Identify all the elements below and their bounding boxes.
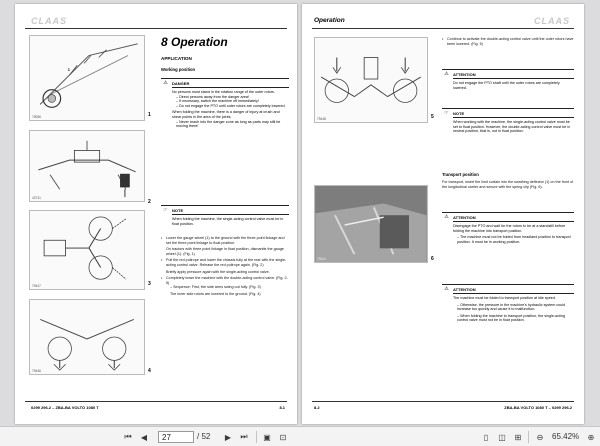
figure-3-drawing: [30, 211, 144, 289]
figure-5-drawing: [315, 38, 427, 122]
notice-text: – When folding the machine to transport position, the single-acting control valve must not be in float position.: [457, 313, 566, 323]
figure-number: 1: [148, 112, 151, 118]
page-right: [302, 4, 584, 424]
prev-page-button[interactable]: ◀: [140, 432, 148, 442]
footer-rule: [25, 401, 287, 402]
footer-doc-id: 0299 296.2 – ZBA-BA VOLTO 1080 T: [31, 405, 99, 410]
figure-number: 4: [148, 368, 151, 374]
footer-rule: [312, 401, 574, 402]
notice-text: The machine must be folded to transport position at idle speed.: [453, 296, 556, 300]
note-notice: [161, 205, 289, 226]
two-page-view-icon[interactable]: ◫: [498, 432, 506, 442]
list-item: On tractors with three point linkage in float position, dismantle the gauge wheel (1). (Fig. 1): [166, 247, 284, 256]
notice-text: – The machine must not be folded from headland position to transport position. It must be in working position.: [457, 235, 571, 244]
header-rule: [25, 28, 287, 29]
note-icon: ☞: [163, 207, 168, 213]
notice-label: DANGER: [172, 80, 190, 86]
instructions: [161, 236, 289, 297]
list-item: • Pull the red pullrope and lower the chassis fully at the rear with the single-acting control valve. Release the red pullrope again. (Fig. 2): [161, 258, 289, 267]
intro-bullet: [442, 37, 574, 46]
figure-4: [29, 299, 145, 375]
fit-width-icon[interactable]: ⊡: [279, 432, 287, 442]
figure-id: 43731: [32, 196, 41, 200]
notice-label: NOTE: [453, 110, 465, 116]
figure-6-drawing: [315, 186, 427, 262]
section-heading: APPLICATION: [161, 56, 192, 61]
figure-id: 79441: [317, 257, 326, 261]
figure-1-drawing: [30, 36, 144, 120]
figure-3: [29, 210, 145, 290]
danger-notice: [161, 78, 289, 129]
grid-view-icon[interactable]: ⊞: [514, 432, 522, 442]
header-rule: [312, 28, 574, 29]
figure-number: 5: [431, 114, 434, 120]
notice-label: ATTENTION: [453, 71, 476, 77]
warning-triangle-icon: ⚠: [444, 214, 449, 220]
notice-text: When folding the machine, the single-acting control valve must be in float position.: [172, 217, 284, 226]
figure-id: 79448: [317, 117, 326, 121]
single-page-view-icon[interactable]: ▯: [483, 432, 489, 442]
figure-id: 79447: [32, 284, 41, 288]
next-page-button[interactable]: ▶: [224, 432, 232, 442]
notice-text: Disengage the PTO and wait for the rotors to be at a standstill before folding the machine into transport position.: [453, 224, 566, 233]
svg-text:1: 1: [67, 68, 71, 74]
chapter-title: 8 Operation: [161, 35, 228, 49]
notice-label: ATTENTION: [453, 214, 476, 220]
notice-text: – Otherwise, the pressure in the machine's hydraulic system could increase too quickly and cause it to malfunction.: [457, 302, 566, 312]
notice-text: – If necessary, switch the machine off immediately!: [176, 99, 259, 104]
notice-label: NOTE: [172, 207, 184, 213]
notice-text: Do not engage the PTO shaft until the outer rotors are completely lowered.: [453, 81, 560, 90]
running-head: Operation: [314, 17, 345, 24]
figure-number: 3: [148, 281, 151, 287]
list-item: • Completely lower the machine with the double-acting control valve. (Fig. 2-5): [161, 276, 289, 285]
list-item: • Lower the gauge wheel (1) to the ground with the three point linkage and set the three point linkage to float position.: [161, 236, 289, 245]
figure-2-drawing: [30, 131, 144, 201]
transport-text: For transport, insert the limit curtain into the swathing deflector (1) on the front of the longitudinal carrier and secure with the spring clip (Fig. 6).: [442, 180, 574, 189]
viewer-toolbar: [0, 426, 600, 446]
last-page-button[interactable]: ⏭: [240, 432, 248, 441]
zoom-out-button[interactable]: ⊖: [536, 432, 544, 442]
figure-number: 2: [148, 199, 151, 205]
notice-text: When folding the machine, there is a danger of injury at crush and shear points in the area of the joints.: [172, 110, 280, 119]
figure-2: [29, 130, 145, 202]
list-item: The inner side rotors are lowered to the ground. (Fig. 4): [170, 291, 261, 296]
notice-text: When working with the machine, the single-acting control valve must be set to float position. However, the double-acting control valve must be in neutral position, that is, not in float position.: [453, 120, 571, 134]
figure-6: [314, 185, 428, 263]
claas-logo: CLAAS: [534, 16, 570, 26]
subsection-heading: Working position: [161, 67, 196, 72]
zoom-in-button[interactable]: ⊕: [587, 432, 595, 442]
page-number-input[interactable]: [158, 431, 194, 443]
warning-triangle-icon: ⚠: [444, 71, 449, 77]
zoom-level[interactable]: 65.42%: [552, 432, 580, 441]
footer-doc-id: ZBA-BA VOLTO 1080 T – 0299 296.2: [504, 405, 572, 410]
notice-text: – Direct persons away from the danger area!: [176, 94, 249, 99]
figure-id: 79086: [32, 115, 41, 119]
notice-text: – Never reach into the danger zone as long as parts may still be moving there!: [176, 119, 281, 129]
warning-triangle-icon: ⚠: [163, 80, 168, 86]
attention-notice-3: [442, 284, 574, 323]
figure-number: 6: [431, 256, 434, 262]
footer-page-number: 8.1: [279, 405, 285, 410]
page-left: [15, 4, 297, 424]
note-icon: ☞: [444, 110, 449, 116]
figure-id: 79446: [32, 369, 41, 373]
first-page-button[interactable]: ⏮: [124, 432, 132, 441]
notice-text: – Do not engage the PTO until outer rotors are completely lowered.: [176, 103, 286, 108]
figure-4-drawing: [30, 300, 144, 374]
notice-text: No persons must stand in the rotation range of the outer rotors.: [172, 90, 275, 94]
note-notice: [442, 108, 574, 134]
page-total-label: / 52: [197, 432, 211, 441]
notice-label: ATTENTION: [453, 286, 476, 292]
list-item: • Continue to activate the double-acting control valve until the outer rotors have been lowered. (Fig. 5): [442, 37, 574, 46]
list-item: – Sequence: First, the side arms swing out fully. (Fig. 3): [170, 285, 261, 290]
fit-page-icon[interactable]: ▣: [263, 432, 271, 442]
footer-page-number: 8.2: [314, 405, 320, 410]
claas-logo: CLAAS: [31, 16, 67, 26]
warning-triangle-icon: ⚠: [444, 286, 449, 292]
toolbar-separator: [528, 431, 529, 443]
figure-1: [29, 35, 145, 121]
attention-notice-2: [442, 212, 574, 244]
list-item: Briefly apply pressure again with the single-acting control valve.: [166, 269, 270, 274]
figure-5: [314, 37, 428, 123]
toolbar-separator: [256, 431, 257, 443]
attention-notice-1: [442, 69, 574, 90]
transport-heading: Transport position: [442, 172, 479, 177]
